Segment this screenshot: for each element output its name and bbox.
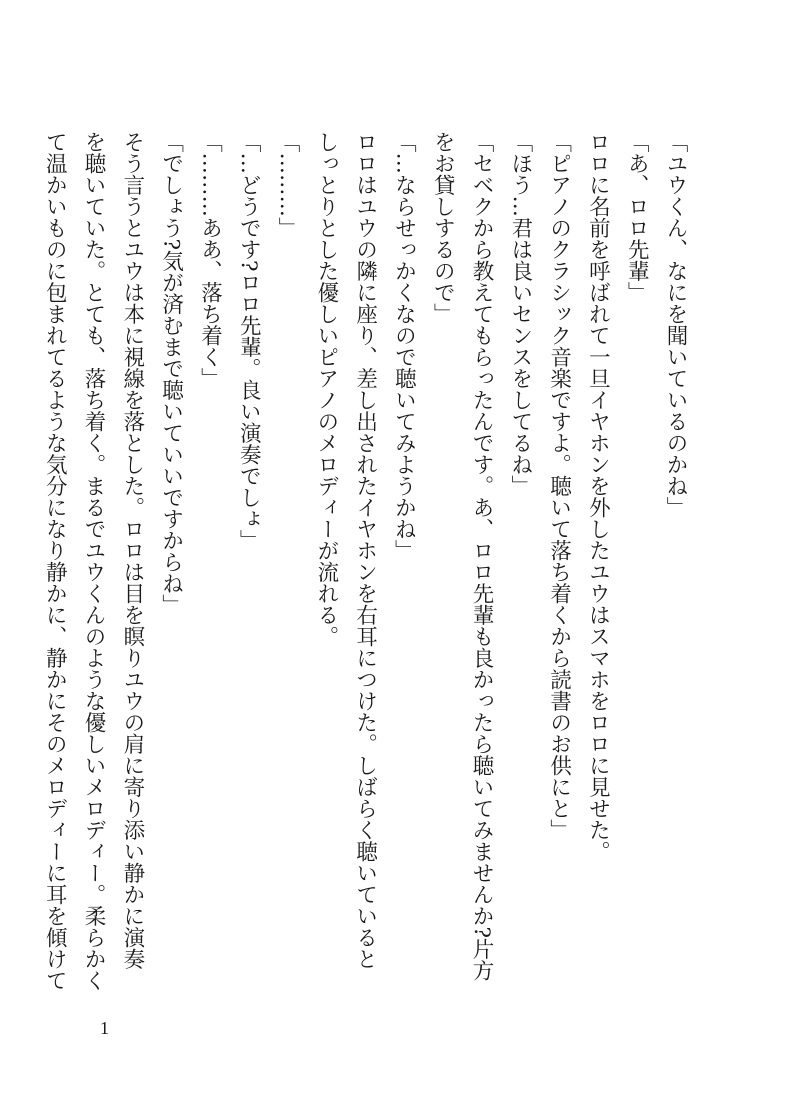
text-line: しっとりとした優しいピアノのメロディーが流れる。	[313, 131, 339, 647]
text-line: ロロはユウの隣に座り、差し出されたイヤホンを右耳につけた。しばらく聴いていると	[352, 131, 378, 970]
text-line: 「でしょう?気が済むまで聴いていいですからね」	[158, 131, 184, 616]
text-line: 「…ならせっかくなので聴いてみようかね」	[391, 131, 417, 561]
text-line: をお貸しするので」	[430, 131, 456, 325]
text-line: 「………ああ、落ち着く」	[197, 131, 223, 389]
text-line: 「あ、ロロ先輩」	[624, 131, 650, 303]
page-number: 1	[100, 1018, 109, 1038]
text-line: 「セベクから教えてもらったんです。あ、ロロ先輩も良かったら聴いてみませんか?片方	[469, 131, 495, 982]
text-line: を聴いていた。とても、落ち着く。まるでユウくんのような優しいメロディー。柔らかく	[81, 131, 107, 991]
text-line: 「ユウくん、なにを聞いているのかね」	[663, 131, 688, 518]
text-line: 「…どうです?ロロ先輩。良い演奏でしょ」	[236, 131, 262, 552]
text-line: 「ほう…君は良いセンスをしてるね」	[507, 131, 533, 497]
text-line: ロロに名前を呼ばれて一旦イヤホンを外したユウはスマホをロロに見せた。	[585, 131, 611, 862]
text-line: 「ピアノのクラシック音楽ですよ。聴いて落ち着くから読書のお供にと」	[546, 131, 572, 841]
vertical-text-body	[34, 131, 694, 991]
text-line: て温かいものに包まれてるような気分になり静かに、静かにそのメロディーに耳を傾けて	[42, 131, 68, 991]
text-line: 「………」	[275, 131, 301, 239]
text-line: そう言うとユウは本に視線を落とした。ロロは目を瞑りユウの肩に寄り添い静かに演奏	[119, 131, 145, 970]
